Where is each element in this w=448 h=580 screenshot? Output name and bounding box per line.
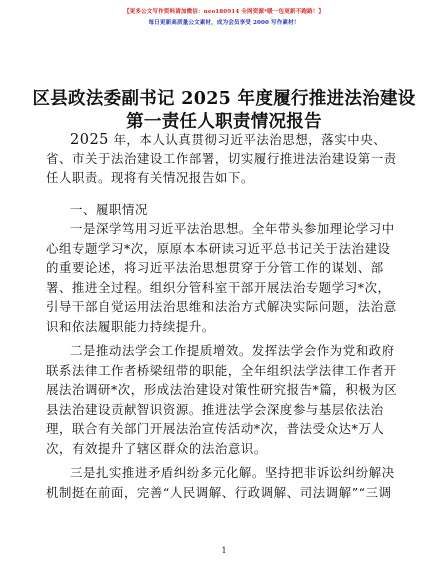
document-title-line-2: 第一责任人职责情况报告: [126, 112, 322, 132]
body-line: 展法治调研*次，形成法治建设对策性研究报告*篇，积极为区: [46, 382, 398, 397]
body-line: 二是推动法学会工作提质增效。发挥法学会作为党和政府: [70, 343, 395, 358]
body-line: 识和依法履职能力持续提升。: [46, 319, 215, 334]
body-line: 一、履职情况: [70, 202, 148, 217]
page-number: 1: [221, 546, 227, 555]
body-line: 任人职责。现将有关情况报告如下。: [46, 170, 254, 185]
body-line: 县法治建设贡献智识资源。推进法学会深度参与基层依法治: [46, 402, 384, 417]
body-line: 三是扎实推进矛盾纠纷多元化解。坚持把非诉讼纠纷解决: [70, 465, 395, 480]
body-line: 署、推进全过程。组织分管科室干部开展法治专题学习*次，: [46, 280, 391, 295]
body-line: 省、市关于法治建设工作部署，切实履行推进法治建设第一责: [46, 151, 397, 166]
body-line: 2025 年，本人认真贯彻习近平法治思想，落实中央、: [70, 132, 387, 148]
body-line: 理，联合有关部门开展法治宣传活动*次，普法受众达*万人: [46, 421, 385, 436]
body-line: 一是深学笃用习近平法治思想。全年带头参加理论学习中: [70, 221, 395, 236]
body-line: 联系法律工作者桥梁纽带的职能，全年组织法学法律工作者开: [46, 363, 397, 378]
body-line: 心组专题学习*次，原原本本研读习近平总书记关于法治建设: [46, 241, 391, 256]
document-title-line-1: 区县政法委副书记 2025 年度履行推进法治建设: [32, 89, 416, 109]
body-line: 机制挺在前面，完善“人民调解、行政调解、司法调解”“三调: [46, 485, 392, 500]
body-line: 的重要论述，将习近平法治思想贯穿于分管工作的谋划、部: [46, 260, 384, 275]
promo-banner-line-2: 每日更新高质量公文素材，成为会员享受 2000 写作素材！: [148, 20, 300, 26]
body-line: 次，有效提升了辖区群众的法治意识。: [46, 441, 267, 456]
promo-banner-line-1: 【更多公文写作资料请加微信：neo180914 全网资源*暖一包更新不跑路！】: [123, 9, 325, 15]
body-line: 引导干部自觉运用法治思维和法治方式解决实际问题，法治意: [46, 299, 397, 314]
